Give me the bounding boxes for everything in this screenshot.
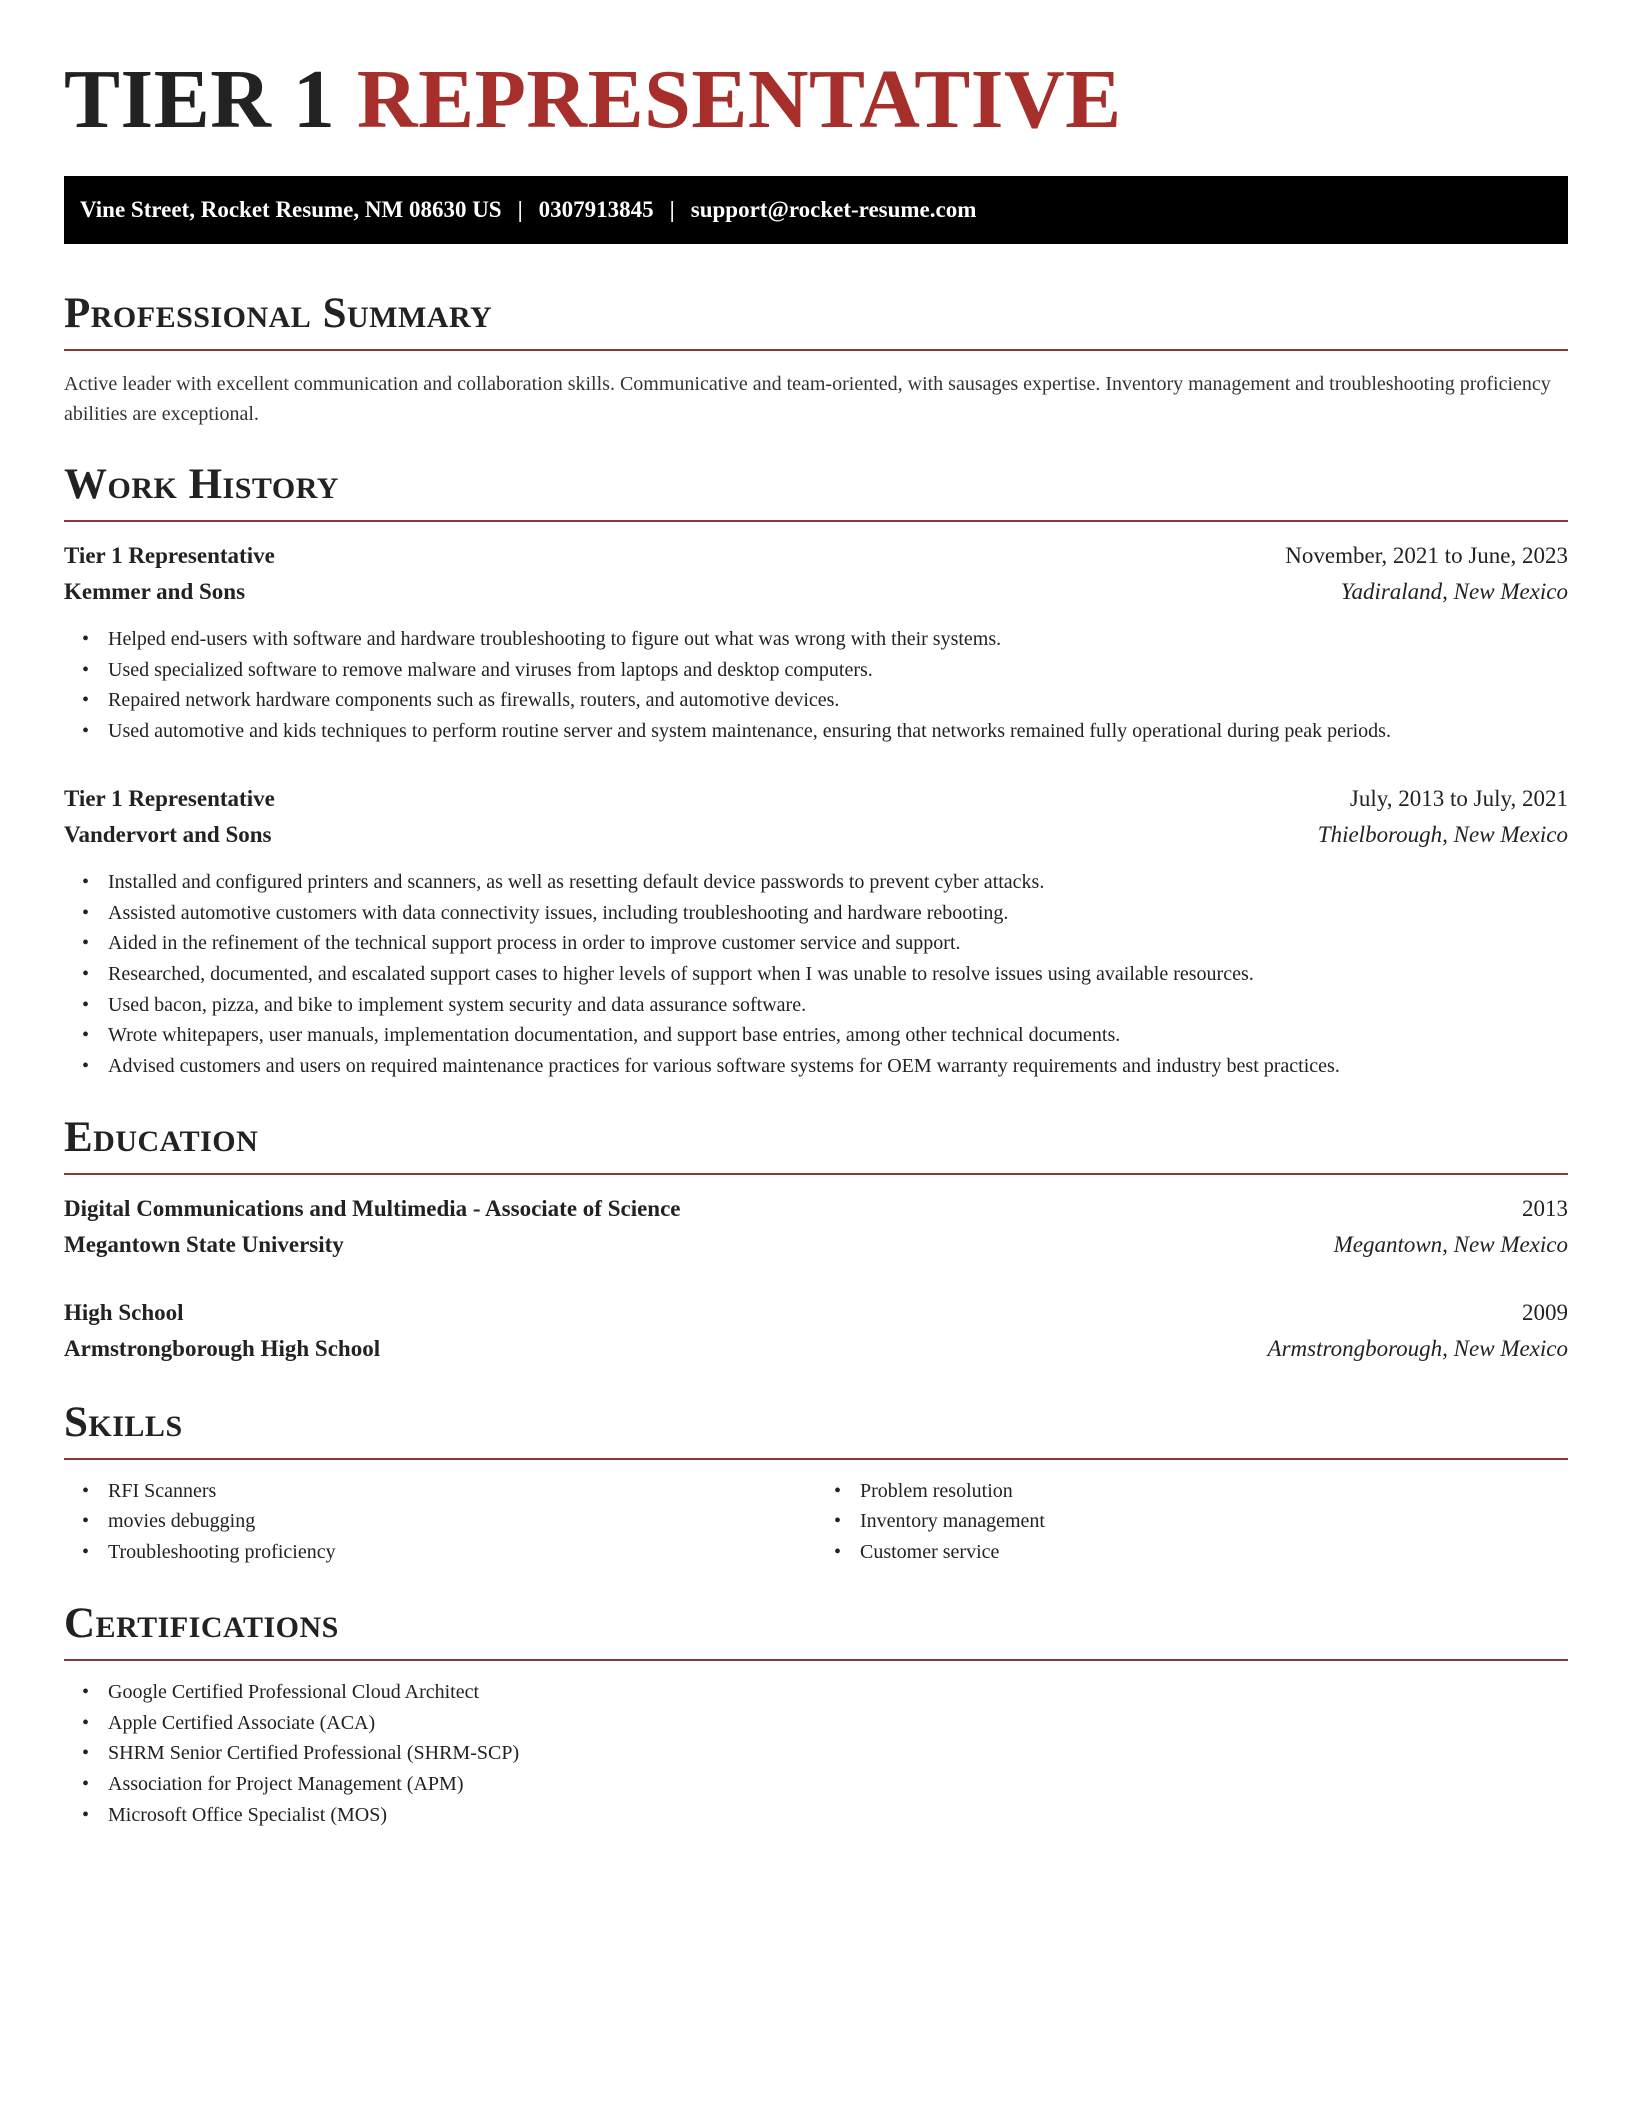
work-history-heading: Work History (64, 463, 1568, 522)
job-title-row (64, 538, 1568, 574)
job-location: Yadiraland, New Mexico (1340, 579, 1568, 604)
job-dates: July, 2013 to July, 2021 (1349, 785, 1568, 811)
contact-email: support@rocket-resume.com (690, 197, 977, 222)
education-year: 2013 (1522, 1195, 1568, 1221)
education-school-row (64, 1331, 1568, 1367)
job-bullet: • Advised customers and users on required maintenance practices for various software systems for OEM warranty requirements and industry best practices. (108, 1051, 1568, 1082)
job-bullet: • Wrote whitepapers, user manuals, implementation documentation, and support base entries, among other technical documents. (108, 1020, 1568, 1051)
education-location: Armstrongborough, New Mexico (1267, 1335, 1568, 1361)
job-bullet: • Researched, documented, and escalated support cases to higher levels of support when I was unable to resolve issues using available resources. (108, 959, 1568, 990)
skills-section (64, 1398, 1568, 1568)
job-dates: November, 2021 to June, 2023 (1285, 543, 1568, 568)
education-degree: High School (64, 1299, 184, 1325)
skills-list (816, 1476, 1568, 1568)
certifications-heading: Certifications (64, 1602, 1568, 1661)
summary-section (64, 292, 1568, 429)
job-bullet: • Used bacon, pizza, and bike to implement system security and data assurance software. (108, 990, 1568, 1021)
skills-heading: Skills (64, 1401, 1568, 1460)
certification-item: • Apple Certified Associate (ACA) (108, 1708, 1568, 1739)
contact-address: Vine Street, Rocket Resume, NM 08630 US (80, 197, 502, 222)
education-degree-row (64, 1191, 1568, 1227)
job-company-row (64, 817, 1568, 853)
certification-item: • Microsoft Office Specialist (MOS) (108, 1800, 1568, 1831)
education-location: Megantown, New Mexico (1333, 1231, 1568, 1257)
job-company-row (64, 574, 1568, 610)
certification-item: • SHRM Senior Certified Professional (SHRM-SCP) (108, 1738, 1568, 1769)
education-school: Megantown State University (64, 1231, 344, 1257)
job-title-row (64, 781, 1568, 817)
contact-separator: | (517, 197, 523, 222)
education-section (64, 1113, 1568, 1367)
job-company: Kemmer and Sons (64, 579, 246, 604)
skills-column-right (816, 1476, 1568, 1568)
skill-item: • Troubleshooting proficiency (108, 1537, 816, 1568)
education-entry (64, 1191, 1568, 1263)
job-entry (64, 538, 1568, 747)
certifications-section (64, 1599, 1568, 1831)
summary-heading: Professional Summary (64, 292, 1568, 351)
summary-text: Active leader with excellent communication and collaboration skills. Communicative and team-oriented, with sausages expertise. Inventory management and troubleshooting proficiency abilities are exceptional. (64, 373, 1551, 425)
job-bullet: • Used specialized software to remove malware and viruses from laptops and desktop computers. (108, 655, 1568, 686)
work-history-section (64, 463, 1568, 1082)
education-degree-row (64, 1295, 1568, 1331)
job-entry (64, 781, 1568, 1082)
title-part-2: REPRESENTATIVE (356, 53, 1122, 146)
skills-list (64, 1476, 816, 1568)
job-bullets (64, 624, 1568, 747)
skills-grid (64, 1476, 1568, 1568)
job-title: Tier 1 Representative (64, 785, 275, 811)
contact-separator: | (669, 197, 675, 222)
skill-item: • Problem resolution (860, 1476, 1568, 1507)
job-bullet: • Assisted automotive customers with data connectivity issues, including troubleshooting and hardware rebooting. (108, 898, 1568, 929)
resume-title (64, 53, 1568, 146)
skill-item: • Customer service (860, 1537, 1568, 1568)
job-bullets (64, 867, 1568, 1082)
title-part-1: TIER 1 (64, 53, 336, 146)
education-year: 2009 (1522, 1299, 1568, 1325)
contact-bar (64, 176, 1568, 244)
job-location: Thielborough, New Mexico (1317, 821, 1568, 847)
education-school-row (64, 1227, 1568, 1263)
skill-item: • movies debugging (108, 1506, 816, 1537)
education-school: Armstrongborough High School (64, 1335, 381, 1361)
skill-item: • RFI Scanners (108, 1476, 816, 1507)
job-bullet: • Installed and configured printers and scanners, as well as resetting default device passwords to prevent cyber attacks. (108, 867, 1568, 898)
education-degree: Digital Communications and Multimedia - Associate of Science (64, 1195, 681, 1221)
job-bullet: • Helped end-users with software and hardware troubleshooting to figure out what was wrong with their systems. (108, 624, 1568, 655)
certification-item: • Association for Project Management (APM) (108, 1769, 1568, 1800)
job-title: Tier 1 Representative (64, 543, 275, 568)
certifications-list (64, 1677, 1568, 1831)
job-company: Vandervort and Sons (64, 821, 272, 847)
education-entry (64, 1295, 1568, 1367)
job-bullet: • Used automotive and kids techniques to perform routine server and system maintenance, ensuring that networks remained fully operational during peak periods. (108, 716, 1568, 747)
education-heading: Education (64, 1116, 1568, 1175)
job-bullet: • Repaired network hardware components such as firewalls, routers, and automotive devices. (108, 685, 1568, 716)
job-bullet: • Aided in the refinement of the technical support process in order to improve customer service and support. (108, 928, 1568, 959)
contact-phone: 0307913845 (538, 197, 654, 222)
certification-item: • Google Certified Professional Cloud Architect (108, 1677, 1568, 1708)
skills-column-left (64, 1476, 816, 1568)
skill-item: • Inventory management (860, 1506, 1568, 1537)
